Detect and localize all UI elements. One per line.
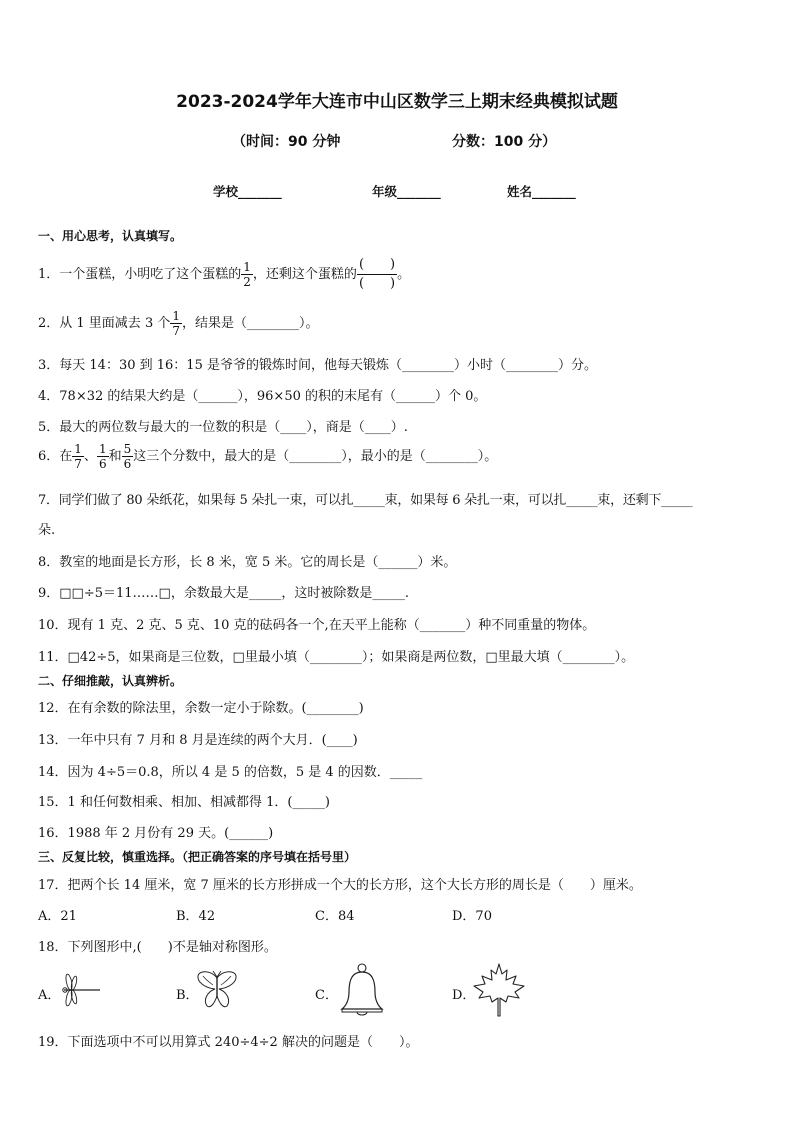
question-19: 19．下面选项中不可以用算式 240÷4÷2 解决的问题是（ ）。 (38, 1035, 419, 1050)
question-7-line-1: 7．同学们做了 80 朵纸花，如果每 5 朵扎一束，可以扎_____束，如果每 6 朵扎一束，可以扎_____束，还剩下_____ (38, 493, 693, 508)
question-15: 15．1 和任何数相乘、相加、相减都得 1．(_____) (38, 795, 330, 810)
q18-option-d[interactable]: D． (452, 988, 476, 1003)
q6-sep2: 和 (108, 449, 122, 464)
q6-sep1: 、 (83, 449, 97, 464)
name-field[interactable]: 姓名_______ (507, 184, 576, 199)
page-title: 2023-2024学年大连市中山区数学三上期末经典模拟试题 (176, 92, 618, 112)
q17-option-b[interactable]: B．42 (176, 909, 216, 924)
fraction-half: $\frac{1}{2}$ (243, 260, 251, 289)
section-2-heading: 二、仔细推敲，认真辨析。 (38, 674, 183, 688)
q1-text-post: 。 (397, 267, 411, 282)
question-10: 10．现有 1 克、2 克、5 克、10 克的砝码各一个,在天平上能称（_______）种不同重量的物体。 (38, 618, 596, 633)
q1-text-pre: 1．一个蛋糕，小明吃了这个蛋糕的 (38, 267, 242, 282)
q2-text-post: ，结果是（________）。 (181, 316, 319, 331)
q18-option-c[interactable]: C． (315, 988, 338, 1003)
question-5: 5．最大的两位数与最大的一位数的积是（____），商是（____）. (38, 420, 408, 435)
q17-option-a[interactable]: A．21 (38, 909, 77, 924)
question-18: 18．下列图形中,( )不是轴对称图形。 (38, 940, 277, 955)
question-1 (38, 256, 410, 293)
q6-text-pre: 6．在 (38, 449, 73, 464)
butterfly-icon (195, 968, 239, 1010)
question-4: 4．78×32 的结果大约是（______），96×50 的积的末尾有（______）个 0。 (38, 389, 487, 404)
fraction-5-6: $\frac{5}{6}$ (123, 442, 132, 471)
question-16: 16．1988 年 2 月份有 29 天。(______) (38, 826, 274, 841)
q18-option-a[interactable]: A． (38, 988, 61, 1003)
q2-text-pre: 2．从 1 里面减去 3 个 (38, 316, 171, 331)
q1-text-mid: ，还剩这个蛋糕的 (252, 267, 357, 282)
answer-fraction-blank[interactable]: ( ) ( ) (358, 257, 396, 291)
question-13: 13．一年中只有 7 月和 8 月是连续的两个大月．(____) (38, 733, 358, 748)
exam-time: （时间：90 分钟 (232, 134, 341, 150)
school-field[interactable]: 学校_______ (213, 184, 282, 199)
question-14: 14．因为 4÷5＝0.8，所以 4 是 5 的倍数，5 是 4 的因数．_____ (38, 765, 423, 780)
q6-text-post: 这三个分数中，最大的是（________），最小的是（________）。 (133, 449, 498, 464)
question-11: 11．□42÷5，如果商是三位数，□里最小填（________）；如果商是两位数，□里最大填（________）。 (38, 650, 635, 665)
fraction-1-6: $\frac{1}{6}$ (98, 442, 107, 471)
fraction-1-7: $\frac{1}{7}$ (74, 442, 82, 471)
grade-field[interactable]: 年级_______ (372, 184, 441, 199)
question-9: 9．□□÷5＝11……□，余数最大是_____，这时被除数是_____. (38, 586, 409, 601)
exam-score: 分数：100 分） (452, 134, 557, 150)
question-12: 12．在有余数的除法里，余数一定小于除数。(________) (38, 701, 364, 716)
question-17: 17．把两个长 14 厘米，宽 7 厘米的长方形拼成一个大的长方形，这个大长方形的周长是（ ）厘米。 (38, 878, 642, 893)
q17-option-d[interactable]: D．70 (452, 909, 492, 924)
question-8: 8．教室的地面是长方形，长 8 米，宽 5 米。它的周长是（______）米。 (38, 555, 457, 570)
fraction-one-seventh: $\frac{1}{7}$ (172, 309, 180, 338)
question-2 (38, 309, 319, 338)
dragonfly-icon (56, 972, 102, 1008)
bell-icon (335, 962, 389, 1018)
section-3-heading: 三、反复比较，慎重选择。（把正确答案的序号填在括号里） (38, 850, 357, 864)
q17-option-c[interactable]: C．84 (315, 909, 355, 924)
question-7-line-2: 朵. (38, 523, 56, 538)
question-3: 3．每天 14：30 到 16：15 是爷爷的锻炼时间，他每天锻炼（________）小时（________）分。 (38, 358, 597, 373)
section-1-heading: 一、用心思考，认真填写。 (38, 229, 183, 243)
question-6 (38, 442, 497, 471)
q18-option-b[interactable]: B． (176, 988, 199, 1003)
maple-leaf-icon (472, 962, 526, 1018)
